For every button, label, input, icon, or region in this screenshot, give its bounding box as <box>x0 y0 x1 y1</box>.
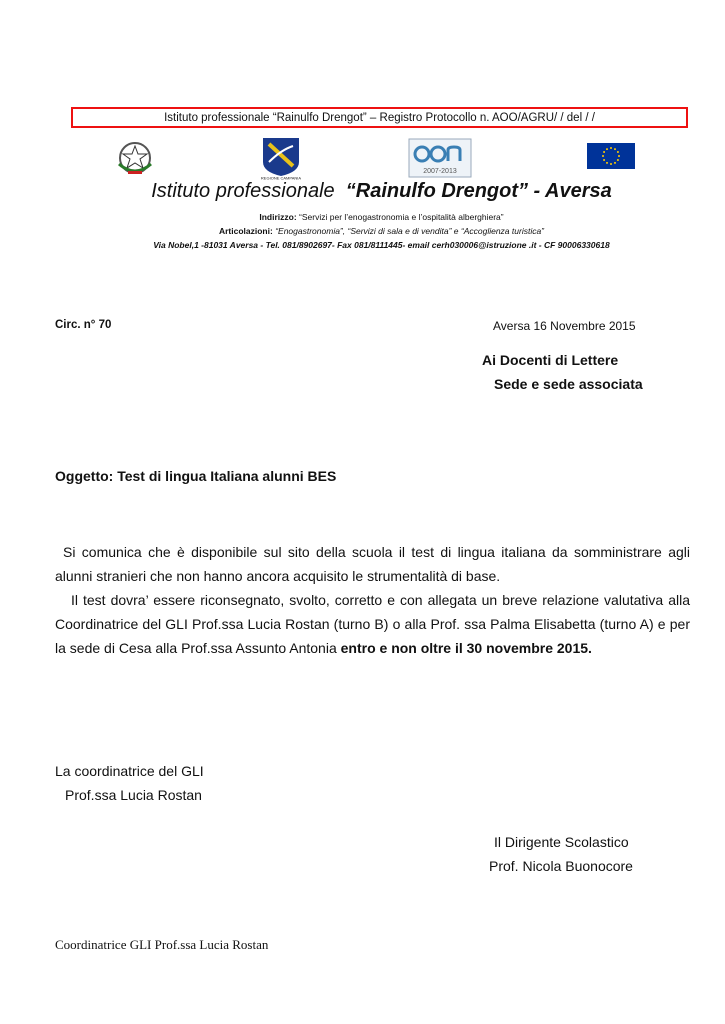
eu-star-icon <box>614 148 616 150</box>
protocol-line: Istituto professionale “Rainulfo Drengot” – Registro Protocollo n. AOO/AGRU/ / del / / <box>164 112 595 124</box>
body-paragraph-2-main: Il test dovra’ essere riconsegnato, svolto, corretto e con allegata un breve relazione valutativa alla Coordinatrice del GLI Prof.ssa Lucia Rostan (turno B) o alla Prof. ssa Palma Elisabetta (turno A) e per la sede di Cesa alla Prof.ssa Assunto Antonia <box>55 592 690 656</box>
subject-line: Oggetto: Test di lingua Italiana alunni BES <box>55 468 337 484</box>
letter-date: Aversa 16 Novembre 2015 <box>493 319 636 333</box>
body-paragraph-1: Si comunica che è disponibile sul sito della scuola il test di lingua italiana da somministrare agli alunni stranieri che non hanno ancora acquisito le strumentalità di base. <box>55 544 690 584</box>
articolazioni-line <box>0 226 725 236</box>
pon-2007-2013-logo-icon <box>408 138 472 178</box>
circular-number: Circ. n° 70 <box>55 319 112 331</box>
eu-star-icon <box>617 159 619 161</box>
eu-star-icon <box>603 159 605 161</box>
italian-republic-emblem-icon <box>113 138 157 178</box>
eu-star-icon <box>614 162 616 164</box>
indirizzo-value: “Servizi per l’enogastronomia e l’ospitalità alberghiera” <box>299 212 504 222</box>
eu-star-icon <box>606 162 608 164</box>
articolazioni-label: Articolazioni: <box>218 226 273 236</box>
regione-campania-logo-icon <box>257 136 305 180</box>
eu-star-icon <box>617 151 619 153</box>
eu-star-icon <box>618 155 620 157</box>
director-name: Prof. Nicola Buonocore <box>489 858 633 874</box>
coordinator-signature <box>55 759 204 807</box>
body-paragraph-2 <box>55 588 690 660</box>
eu-star-icon <box>610 163 612 165</box>
director-signature <box>489 830 633 878</box>
addressee-block <box>482 348 643 396</box>
articolazioni-value: “Enogastronomia”, “Servizi di sala e di vendita” e “Accoglienza turistica” <box>275 226 545 236</box>
school-title <box>0 180 725 203</box>
letter-body <box>55 540 690 660</box>
school-title-name: “Rainulfo Drengot” - Aversa <box>345 180 612 202</box>
eu-star-icon <box>610 147 612 149</box>
logo-row <box>0 136 725 180</box>
indirizzo-line <box>0 212 725 222</box>
deadline-text: entro e non oltre il 30 novembre 2015. <box>340 640 592 656</box>
coordinator-role: La coordinatrice del GLI <box>55 763 204 779</box>
eu-star-icon <box>606 148 608 150</box>
addressee-line-2: Sede e sede associata <box>494 376 643 392</box>
school-title-prefix: Istituto professionale <box>151 180 335 202</box>
eu-star-icon <box>603 151 605 153</box>
school-address-line: Via Nobel,1 -81031 Aversa - Tel. 081/8902697- Fax 081/8111445- email cerh030006@istruzione .it - CF 90006330618 <box>153 240 610 250</box>
page-footer: Coordinatrice GLI Prof.ssa Lucia Rostan <box>55 937 269 952</box>
campania-caption: REGIONE CAMPANIA <box>260 175 302 180</box>
addressee-line-1: Ai Docenti di Lettere <box>482 352 619 368</box>
eu-flag-icon <box>587 143 635 169</box>
eu-star-icon <box>602 155 604 157</box>
indirizzo-label: Indirizzo: <box>259 212 297 222</box>
coordinator-name: Prof.ssa Lucia Rostan <box>65 787 202 803</box>
director-role: Il Dirigente Scolastico <box>494 834 629 850</box>
protocol-header-box <box>71 107 688 128</box>
pon-years: 2007-2013 <box>423 168 457 175</box>
